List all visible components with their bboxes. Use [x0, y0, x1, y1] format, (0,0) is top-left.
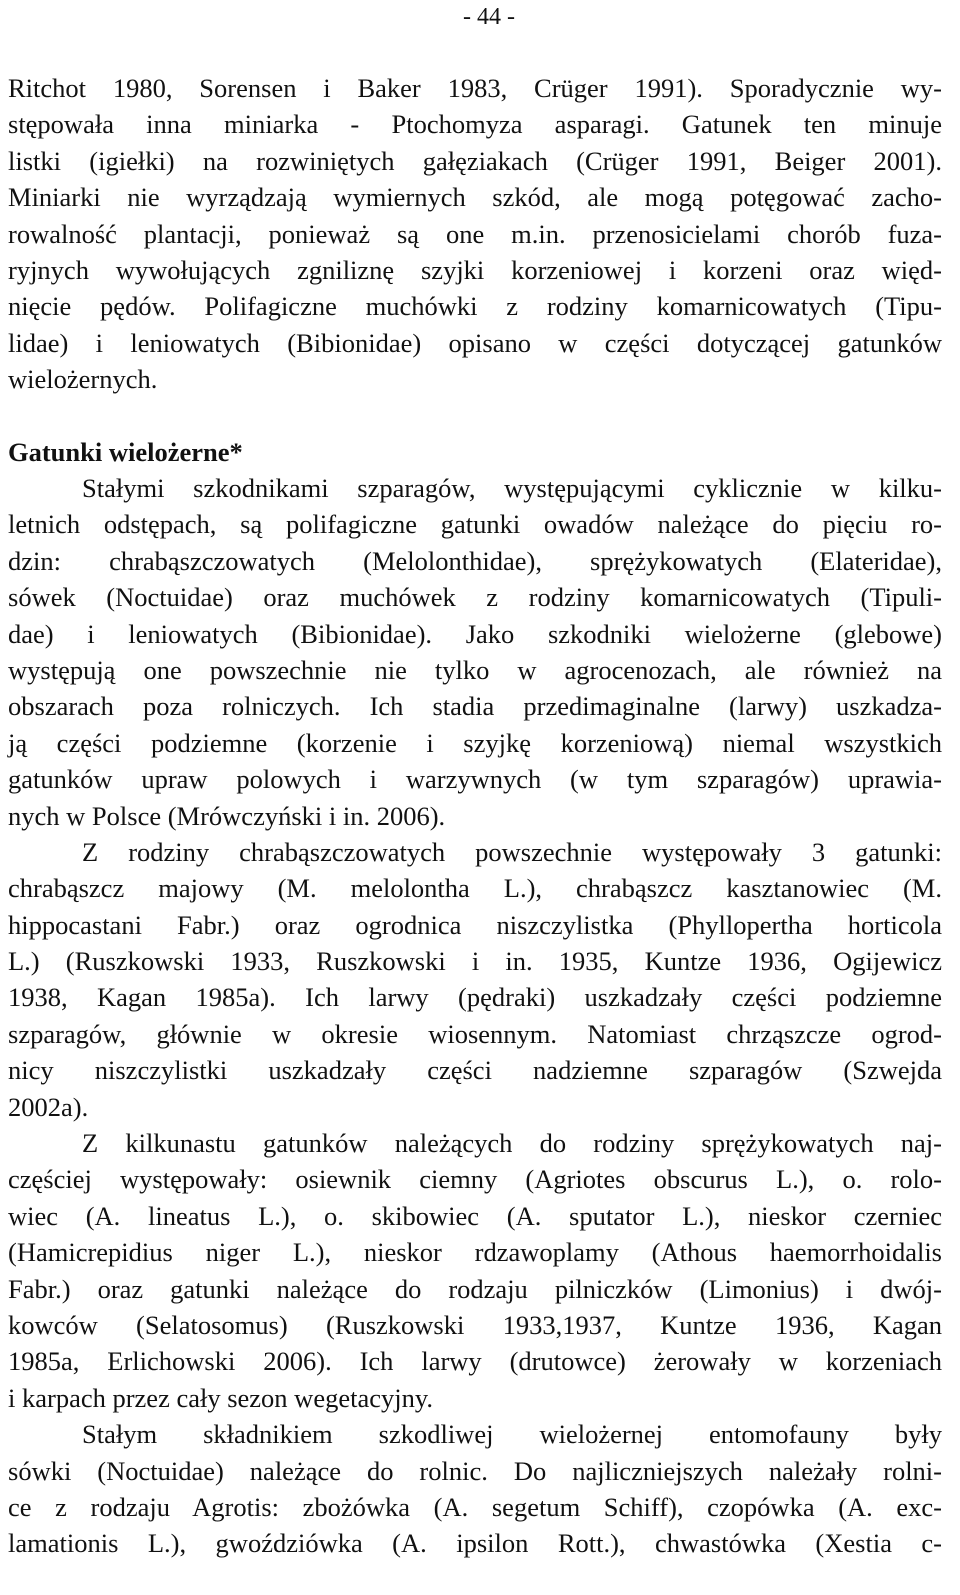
text-line: Miniarki nie wyrządzają wymiernych szkód, ale mogą potęgować zacho-: [8, 182, 942, 213]
text-line: stępowała inna miniarka - Ptochomyza asparagi. Gatunek ten minuje: [8, 109, 942, 140]
text-line: nicy niszczylistki uszkadzały części nadziemne szparagów (Szwejda: [8, 1055, 942, 1086]
section-heading: Gatunki wielożerne*: [8, 437, 243, 467]
text-line: 2002a).: [8, 1091, 89, 1122]
text-line: letnich odstępach, są polifagiczne gatunki owadów należące do pięciu ro-: [8, 509, 942, 540]
text-line: szparagów, głównie w okresie wiosennym. Natomiast chrząszcze ogrod-: [8, 1018, 942, 1049]
paragraph-first-line: Z kilkunastu gatunków należących do rodziny sprężykowatych naj-: [82, 1128, 942, 1159]
paragraph-first-line: Stałym składnikiem szkodliwej wielożernej entomofauny były: [82, 1419, 942, 1450]
paragraph-first-line: Z rodziny chrabąszczowatych powszechnie występowały 3 gatunki:: [82, 836, 942, 867]
page-number: - 44 -: [463, 4, 515, 30]
text-line: hippocastani Fabr.) oraz ogrodnica niszczylistka (Phyllopertha horticola: [8, 909, 942, 940]
text-line: chrabąszcz majowy (M. melolontha L.), chrabąszcz kasztanowiec (M.: [8, 873, 942, 904]
text-line: sówek (Noctuidae) oraz muchówek z rodziny komarnicowatych (Tipuli-: [8, 582, 942, 613]
text-line: wiec (A. lineatus L.), o. skibowiec (A. sputator L.), nieskor czerniec: [8, 1200, 942, 1231]
text-line: gatunków upraw polowych i warzywnych (w tym szparagów) uprawia-: [8, 764, 942, 795]
text-line: Ritchot 1980, Sorensen i Baker 1983, Crüger 1991). Sporadycznie wy-: [8, 73, 942, 103]
section-body: [8, 470, 942, 1562]
text-line: dae) i leniowatych (Bibionidae). Jako szkodniki wielożerne (glebowe): [8, 618, 942, 649]
text-line: kowców (Selatosomus) (Ruszkowski 1933,1937, Kuntze 1936, Kagan: [8, 1309, 942, 1340]
text-line: lamationis L.), gwoździówka (A. ipsilon Rott.), chwastówka (Xestia c-: [8, 1528, 942, 1559]
text-line: wielożernych.: [8, 364, 158, 395]
text-line: ryjnych wywołujących zgniliznę szyjki korzeniowej i korzeni oraz więd-: [8, 254, 942, 285]
section-heading-wrap: [8, 434, 942, 470]
text-line: rowalność plantacji, ponieważ są one m.in. przenosicielami chorób fuza-: [8, 218, 942, 249]
text-line: dzin: chrabąszczowatych (Melolonthidae), sprężykowatych (Elateridae),: [8, 545, 942, 576]
text-line: lidae) i leniowatych (Bibionidae) opisano w części dotyczącej gatunków: [8, 327, 942, 358]
text-line: sówki (Noctuidae) należące do rolnic. Do najliczniejszych należały rolni-: [8, 1455, 942, 1486]
text-line: (Hamicrepidius niger L.), nieskor rdzawoplamy (Athous haemorrhoidalis: [8, 1237, 942, 1268]
text-line: Fabr.) oraz gatunki należące do rodzaju pilniczków (Limonius) i dwój-: [8, 1273, 942, 1304]
text-line: obszarach poza rolniczych. Ich stadia przedimaginalne (larwy) uszkadza-: [8, 691, 942, 722]
text-line: 1985a, Erlichowski 2006). Ich larwy (drutowce) żerowały w korzeniach: [8, 1346, 942, 1377]
text-line: i karpach przez cały sezon wegetacyjny.: [8, 1382, 433, 1413]
intro-paragraph: [8, 70, 942, 398]
text-line: ją części podziemne (korzenie i szyjkę korzeniową) niemal wszystkich: [8, 727, 942, 758]
text-line: nych w Polsce (Mrówczyński i in. 2006).: [8, 800, 446, 831]
text-line: listki (igiełki) na rozwiniętych gałęziakach (Crüger 1991, Beiger 2001).: [8, 145, 942, 176]
text-line: ce z rodzaju Agrotis: zbożówka (A. segetum Schiff), czopówka (A. exc-: [8, 1491, 942, 1522]
text-line: 1938, Kagan 1985a). Ich larwy (pędraki) uszkadzały części podziemne: [8, 982, 942, 1013]
text-line: nięcie pędów. Polifagiczne muchówki z rodziny komarnicowatych (Tipu-: [8, 291, 942, 322]
text-line: występują one powszechnie nie tylko w agrocenozach, ale również na: [8, 654, 942, 685]
paragraph-first-line: Stałymi szkodnikami szparagów, występującymi cyklicznie w kilku-: [82, 473, 942, 503]
text-line: częściej występowały: osiewnik ciemny (Agriotes obscurus L.), o. rolo-: [8, 1164, 942, 1195]
text-line: L.) (Ruszkowski 1933, Ruszkowski i in. 1935, Kuntze 1936, Ogijewicz: [8, 946, 942, 977]
